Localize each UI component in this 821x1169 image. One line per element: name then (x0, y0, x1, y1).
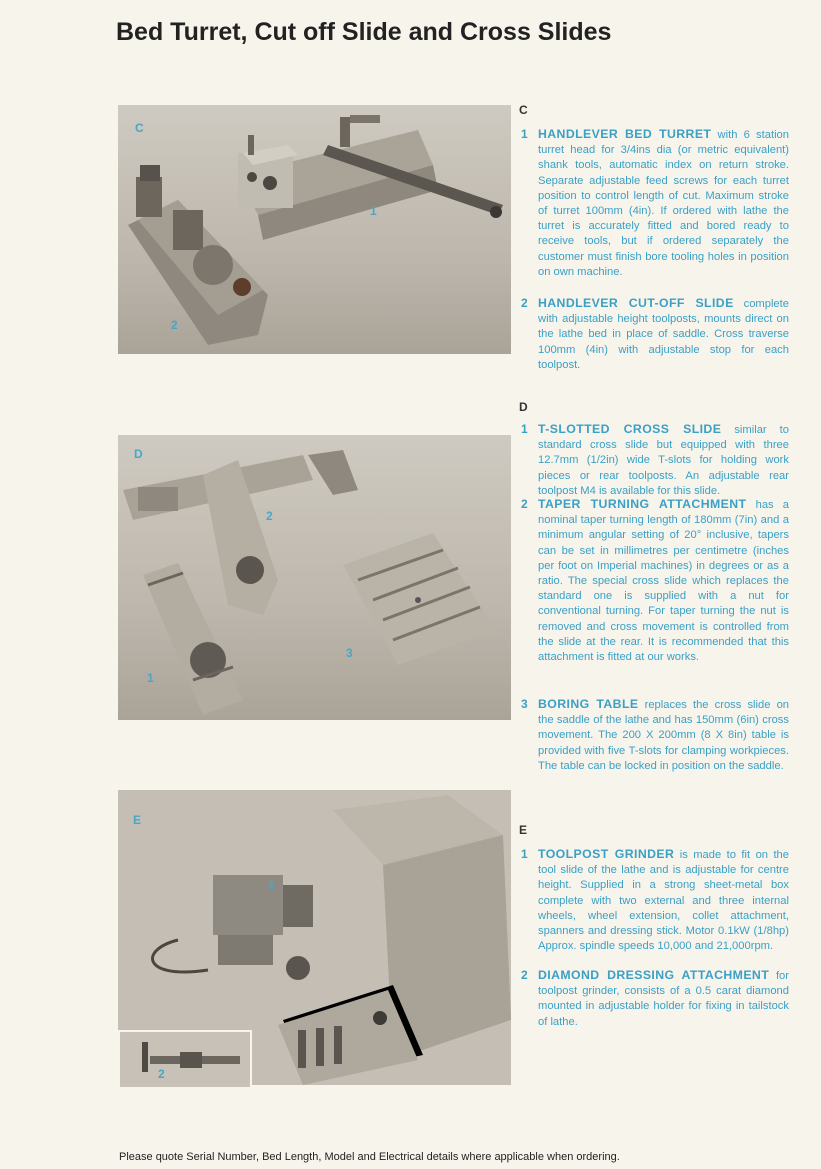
photo-c-label-2: 2 (171, 318, 178, 332)
item-heading: TOOLPOST GRINDER (538, 847, 675, 861)
photo-d-label-1: 1 (147, 671, 154, 685)
item-number: 2 (521, 497, 528, 511)
section-d-item-3 (521, 697, 789, 774)
photo-d-corner-label: D (134, 447, 143, 461)
photo-e-label-1: 1 (268, 878, 275, 892)
section-d-letter: D (519, 400, 528, 414)
item-text: has a nominal taper turning length of 180mm (7in) and a minimum angular setting of 20° inclusive, tapers can be set in millimetres per centimetre (inches per foot on Imperial machines) in degrees or as a ratio. The special cross slide which replaces the standard one is supplied with a nut for conventional turning. For taper turning the nut is removed and cross movement is controlled from the slide at the rear. It is recommended that this attachment is fitted at our works. (538, 499, 790, 664)
photo-e-inset-illustration (120, 1032, 250, 1087)
section-e-item-1 (521, 847, 789, 954)
item-text: similar to standard cross slide but equipped with three 12.7mm (1/2in) wide T-slots for holding work pieces or rear toolposts. An adjustable rear toolpost M4 is available for this slide. (538, 424, 789, 497)
photo-d-cross-slides (118, 435, 511, 720)
ordering-note: Please quote Serial Number, Bed Length, Model and Electrical details where applicable when ordering. (119, 1151, 620, 1163)
photo-d-illustration (118, 435, 511, 720)
item-number: 3 (521, 697, 528, 711)
section-c-item-1 (521, 127, 789, 280)
section-d-item-2 (521, 497, 789, 665)
item-heading: HANDLEVER BED TURRET (538, 127, 712, 141)
item-heading: DIAMOND DRESSING ATTACHMENT (538, 968, 770, 982)
item-text: with 6 station turret head for 3/4ins dia (or metric equivalent) shank tools, automatic index on return stroke. Separate adjustable feed screws for each turret position to control length of cut. Maximum stroke of turret 100mm (4in). If ordered with lathe the turret is accurately fitted and bored ready to receive tools, but if ordered separately the customer must finish bore tooling holes in position on own machine. (538, 129, 790, 278)
photo-c-illustration (118, 105, 511, 354)
item-text: complete with adjustable height toolposts, mounts direct on the lathe bed in place of saddle. Cross traverse 100mm (4in) with adjustable stop for each toolpost. (538, 298, 789, 371)
page-title: Bed Turret, Cut off Slide and Cross Slides (116, 18, 612, 46)
section-c-letter: C (519, 103, 528, 117)
item-heading: BORING TABLE (538, 697, 639, 711)
section-d-item-1 (521, 422, 789, 499)
photo-d-label-2: 2 (266, 509, 273, 523)
item-number: 1 (521, 422, 528, 436)
section-c-item-2 (521, 296, 789, 373)
section-e-item-2 (521, 968, 789, 1030)
item-number: 1 (521, 847, 528, 861)
photo-c-corner-label: C (135, 121, 144, 135)
item-heading: T-SLOTTED CROSS SLIDE (538, 422, 722, 436)
photo-d-label-3: 3 (346, 646, 353, 660)
item-heading: TAPER TURNING ATTACHMENT (538, 497, 747, 511)
photo-e-corner-label: E (133, 813, 142, 827)
photo-c-label-1: 1 (370, 204, 377, 218)
photo-c-turret-and-cutoff-slide (118, 105, 511, 354)
item-number: 2 (521, 296, 528, 310)
photo-e-inset-diamond-dresser (118, 1030, 252, 1089)
photo-e-label-2: 2 (158, 1067, 165, 1081)
item-heading: HANDLEVER CUT-OFF SLIDE (538, 296, 734, 310)
item-text: replaces the cross slide on the saddle of the lathe and has 150mm (6in) cross movement. The 200 X 200mm (8 X 8in) table is provided with five T-slots for clamping workpieces. The table can be locked in position on the saddle. (538, 699, 790, 772)
item-text: for toolpost grinder, consists of a 0.5 carat diamond mounted in adjustable holder for fixing in tailstock of lathe. (538, 970, 789, 1028)
item-number: 2 (521, 968, 528, 982)
item-number: 1 (521, 127, 528, 141)
item-text: is made to fit on the tool slide of the lathe and is adjustable for centre height. Supplied in a strong sheet-metal box complete with two external and three internal wheels, wheel extension, collet attachment, spanners and dressing stick. Motor 0.1kW (1/8hp) Approx. spindle speeds 10,000 and 21,000rpm. (538, 849, 790, 953)
section-e-letter: E (519, 823, 528, 837)
